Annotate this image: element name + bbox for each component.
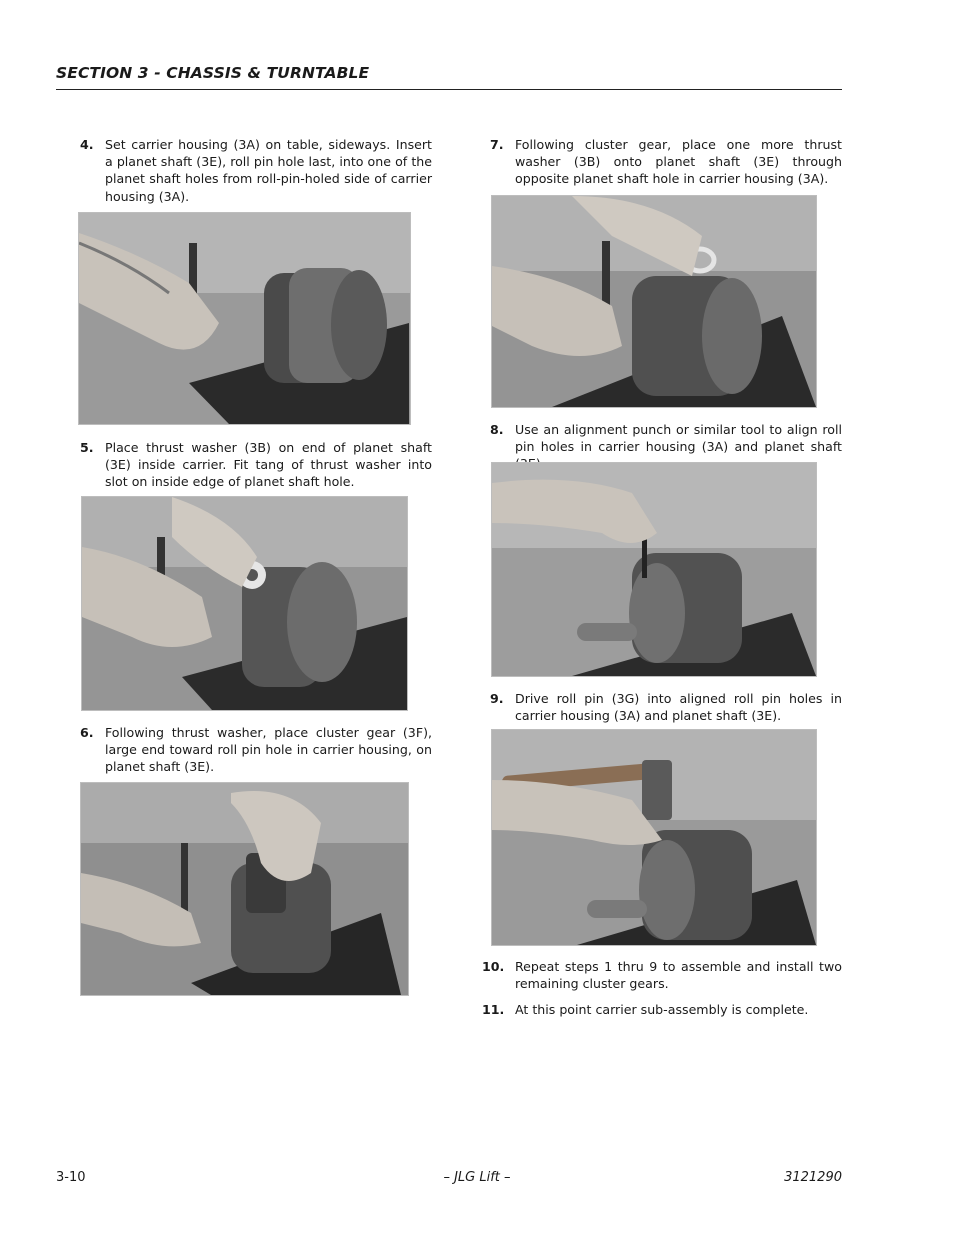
step-4 (80, 136, 432, 206)
step-text: Following thrust washer, place cluster gear (3F), large end toward roll pin hole in carrier housing, on planet shaft (3E). (105, 725, 432, 775)
step-text: Set carrier housing (3A) on table, sideways. Insert a planet shaft (3E), roll pin hole last, into one of the planet shaft holes from roll-pin-holed side of carrier housing (3A). (105, 137, 432, 204)
step-number: 6. (80, 725, 94, 740)
step-7 (490, 136, 842, 188)
step-number: 11. (482, 1002, 505, 1017)
document-number: 3121290 (784, 1170, 842, 1185)
step-10 (482, 958, 842, 994)
photo-step-8 (491, 462, 817, 677)
photo-illustration (82, 497, 407, 710)
step-number: 5. (80, 440, 94, 455)
step-6 (80, 724, 432, 776)
step-number: 8. (490, 422, 504, 437)
photo-step-4 (78, 212, 411, 425)
step-text: Use an alignment punch or similar tool to align roll pin holes in carrier housing (3A) and planet shaft (515, 422, 842, 455)
photo-illustration (492, 463, 816, 676)
step-number: 10. (482, 959, 505, 974)
photo-step-7 (491, 195, 817, 408)
header-rule (56, 89, 842, 90)
step-text: Repeat steps 1 thru 9 to assemble and install two remaining cluster gears. (515, 959, 842, 992)
step-text: At this point carrier sub-assembly is complete. (515, 1002, 809, 1017)
step-text: Drive roll pin (3G) into aligned roll pin holes in carrier housing (3A) and planet shaft (3E). (515, 691, 842, 724)
step-number: 9. (490, 691, 504, 706)
section-title: SECTION 3 - CHASSIS & TURNTABLE (56, 64, 370, 82)
page-number: 3-10 (56, 1170, 86, 1185)
photo-illustration (492, 730, 816, 945)
photo-step-9 (491, 729, 817, 946)
step-number: 4. (80, 137, 94, 152)
step-5 (80, 439, 432, 491)
photo-illustration (81, 783, 408, 995)
photo-illustration (492, 196, 816, 407)
photo-illustration (79, 213, 410, 424)
step-number: 7. (490, 137, 504, 152)
photo-step-6 (80, 782, 409, 996)
step-text: Place thrust washer (3B) on end of planet shaft (3E) inside carrier. Fit tang of thrust washer into slot on inside edge of planet shaft hole. (105, 440, 432, 490)
step-text: Following cluster gear, place one more thrust washer (3B) onto planet shaft (3E) through opposite planet shaft hole in carrier housing (3A). (515, 137, 842, 187)
footer-brand: – JLG Lift – (443, 1170, 511, 1185)
step-9 (490, 690, 842, 726)
step-11 (482, 1001, 842, 1019)
photo-step-5 (81, 496, 408, 711)
step-8 (490, 421, 842, 457)
